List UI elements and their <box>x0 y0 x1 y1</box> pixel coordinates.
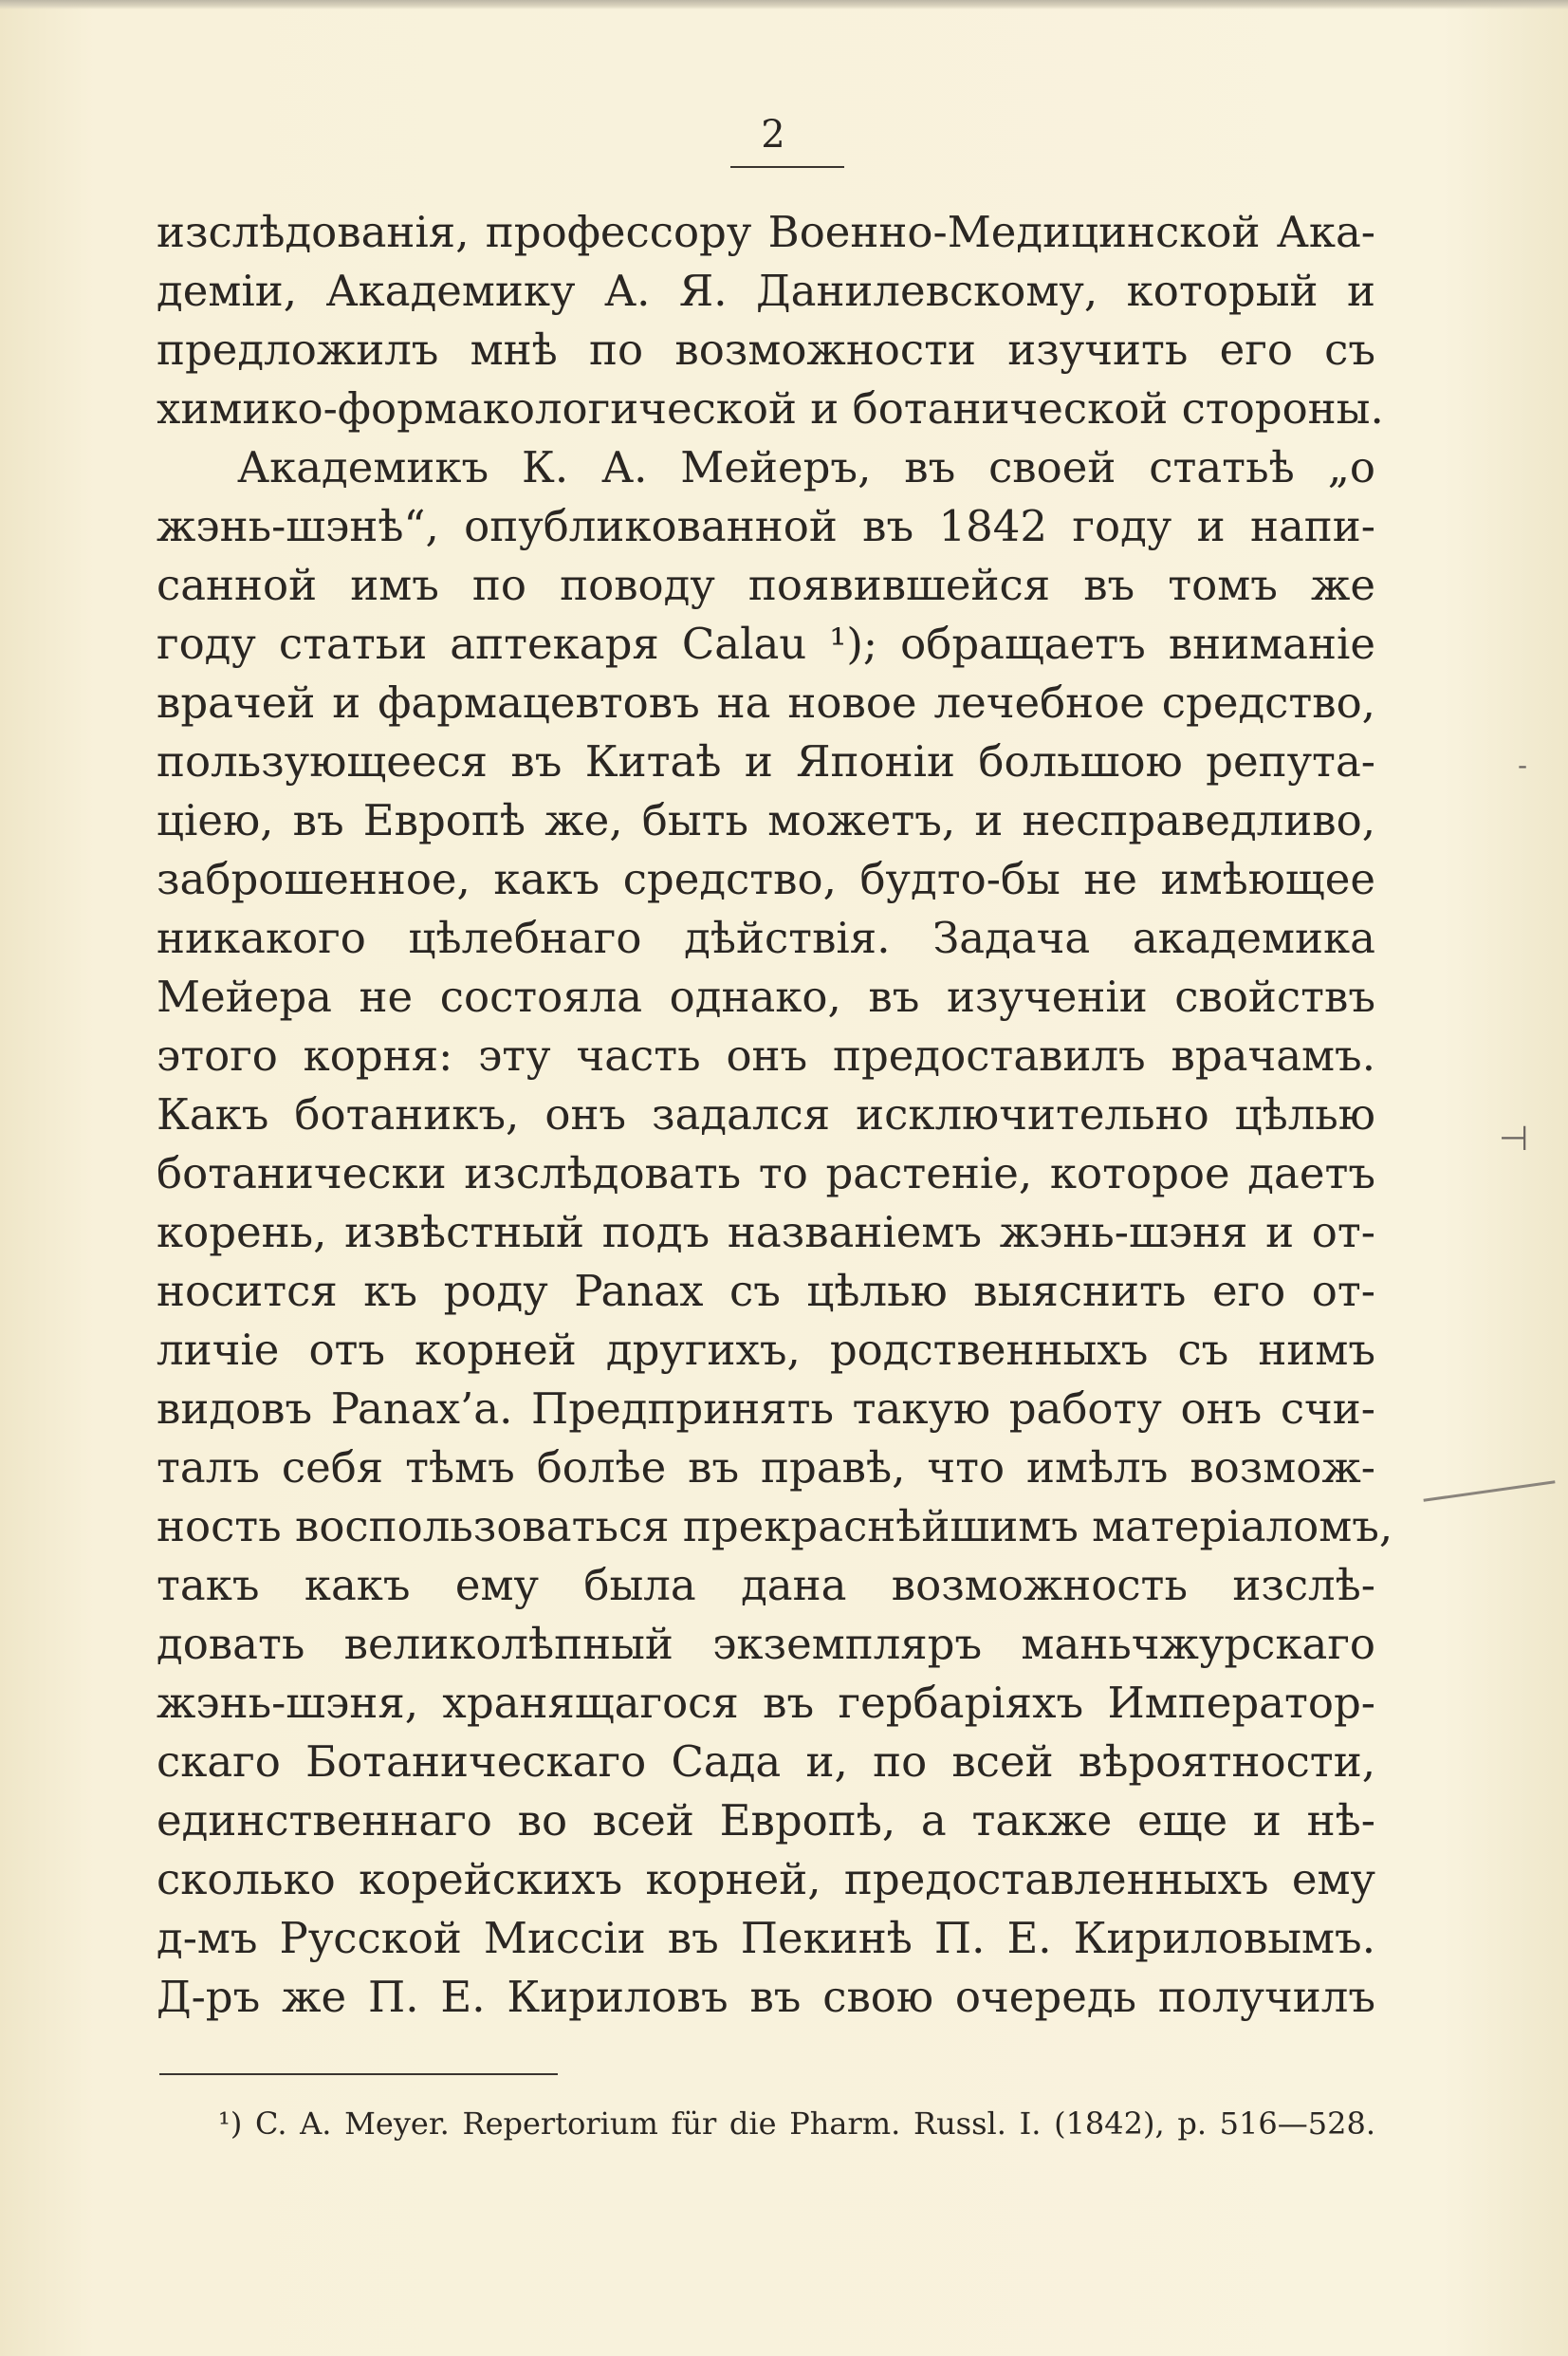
text-line: единственнаго во всей Европѣ, а также еще и нѣ- <box>157 1795 1375 1846</box>
text-line: заброшенное, какъ средство, будто-бы не имѣющее <box>157 854 1375 904</box>
text-line: д-мъ Русской Миссіи въ Пекинѣ П. Е. Кириловымъ. <box>157 1913 1375 1963</box>
text-line: изслѣдованія, профессору Военно-Медицинской Ака- <box>157 207 1375 257</box>
text-line: Мейера не состояла однако, въ изученіи свойствъ <box>157 972 1375 1022</box>
page-number: 2 <box>761 113 785 157</box>
text-line: никакого цѣлебнаго дѣйствія. Задача академика <box>157 913 1375 963</box>
text-line: Д-ръ же П. Е. Кириловъ въ свою очередь получилъ <box>157 1972 1375 2022</box>
text-line: Академикъ К. А. Мейеръ, въ своей статьѣ „о <box>237 442 1375 492</box>
text-line: году статьи аптекаря Calau ¹); обращаетъ вниманіе <box>157 619 1375 669</box>
text-line: видовъ Panax’а. Предпринять такую работу онъ счи- <box>157 1383 1375 1434</box>
page-number-underline <box>730 166 844 168</box>
text-line: довать великолѣпный экземпляръ маньчжурскаго <box>157 1619 1375 1669</box>
text-line: ботанически изслѣдовать то растеніе, которое даетъ <box>157 1148 1375 1198</box>
text-line: Какъ ботаникъ, онъ задался исключительно цѣлью <box>157 1089 1375 1140</box>
text-line: корень, извѣстный подъ названіемъ жэнь-шэня и от- <box>157 1207 1375 1257</box>
margin-stroke-mark <box>1423 1480 1555 1501</box>
margin-dash-mark: - <box>1518 750 1528 781</box>
text-line: жэнь-шэня, хранящагося въ гербаріяхъ Император- <box>157 1678 1375 1728</box>
margin-arrow-mark: ⊣ <box>1499 1120 1529 1159</box>
text-line: талъ себя тѣмъ болѣе въ правѣ, что имѣлъ возмож- <box>157 1442 1375 1493</box>
footnote: ¹) C. A. Meyer. Repertorium für die Pharm. Russl. I. (1842), p. 516—528. <box>218 2106 1375 2142</box>
text-line: пользующееся въ Китаѣ и Японіи большою репута- <box>157 736 1375 787</box>
text-line: деміи, Академику А. Я. Данилевскому, который и <box>157 266 1375 316</box>
text-line: скаго Ботаническаго Сада и, по всей вѣроятности, <box>157 1736 1375 1787</box>
text-line: личіе отъ корней другихъ, родственныхъ съ нимъ <box>157 1325 1375 1375</box>
text-line: ціею, въ Европѣ же, быть можетъ, и несправедливо, <box>157 795 1375 845</box>
text-line: предложилъ мнѣ по возможности изучить его съ <box>157 325 1375 375</box>
text-line: носится къ роду Panax съ цѣлью выяснить его от- <box>157 1266 1375 1316</box>
footnote-separator <box>159 2073 558 2075</box>
text-line: этого корня: эту часть онъ предоставилъ врачамъ. <box>157 1030 1375 1081</box>
text-line: жэнь-шэнѣ“, опубликованной въ 1842 году и напи- <box>157 501 1375 551</box>
text-line: сколько корейскихъ корней, предоставленныхъ ему <box>157 1854 1375 1904</box>
text-line: такъ какъ ему была дана возможность изслѣ- <box>157 1560 1375 1610</box>
text-line: санной имъ по поводу появившейся въ томъ же <box>157 560 1375 610</box>
text-line: ность воспользоваться прекраснѣйшимъ матеріаломъ, <box>157 1501 1393 1551</box>
text-line: врачей и фармацевтовъ на новое лечебное средство, <box>157 677 1375 728</box>
top-edge-rule <box>0 0 1568 9</box>
text-line: химико-формакологической и ботанической стороны. <box>157 383 1384 434</box>
